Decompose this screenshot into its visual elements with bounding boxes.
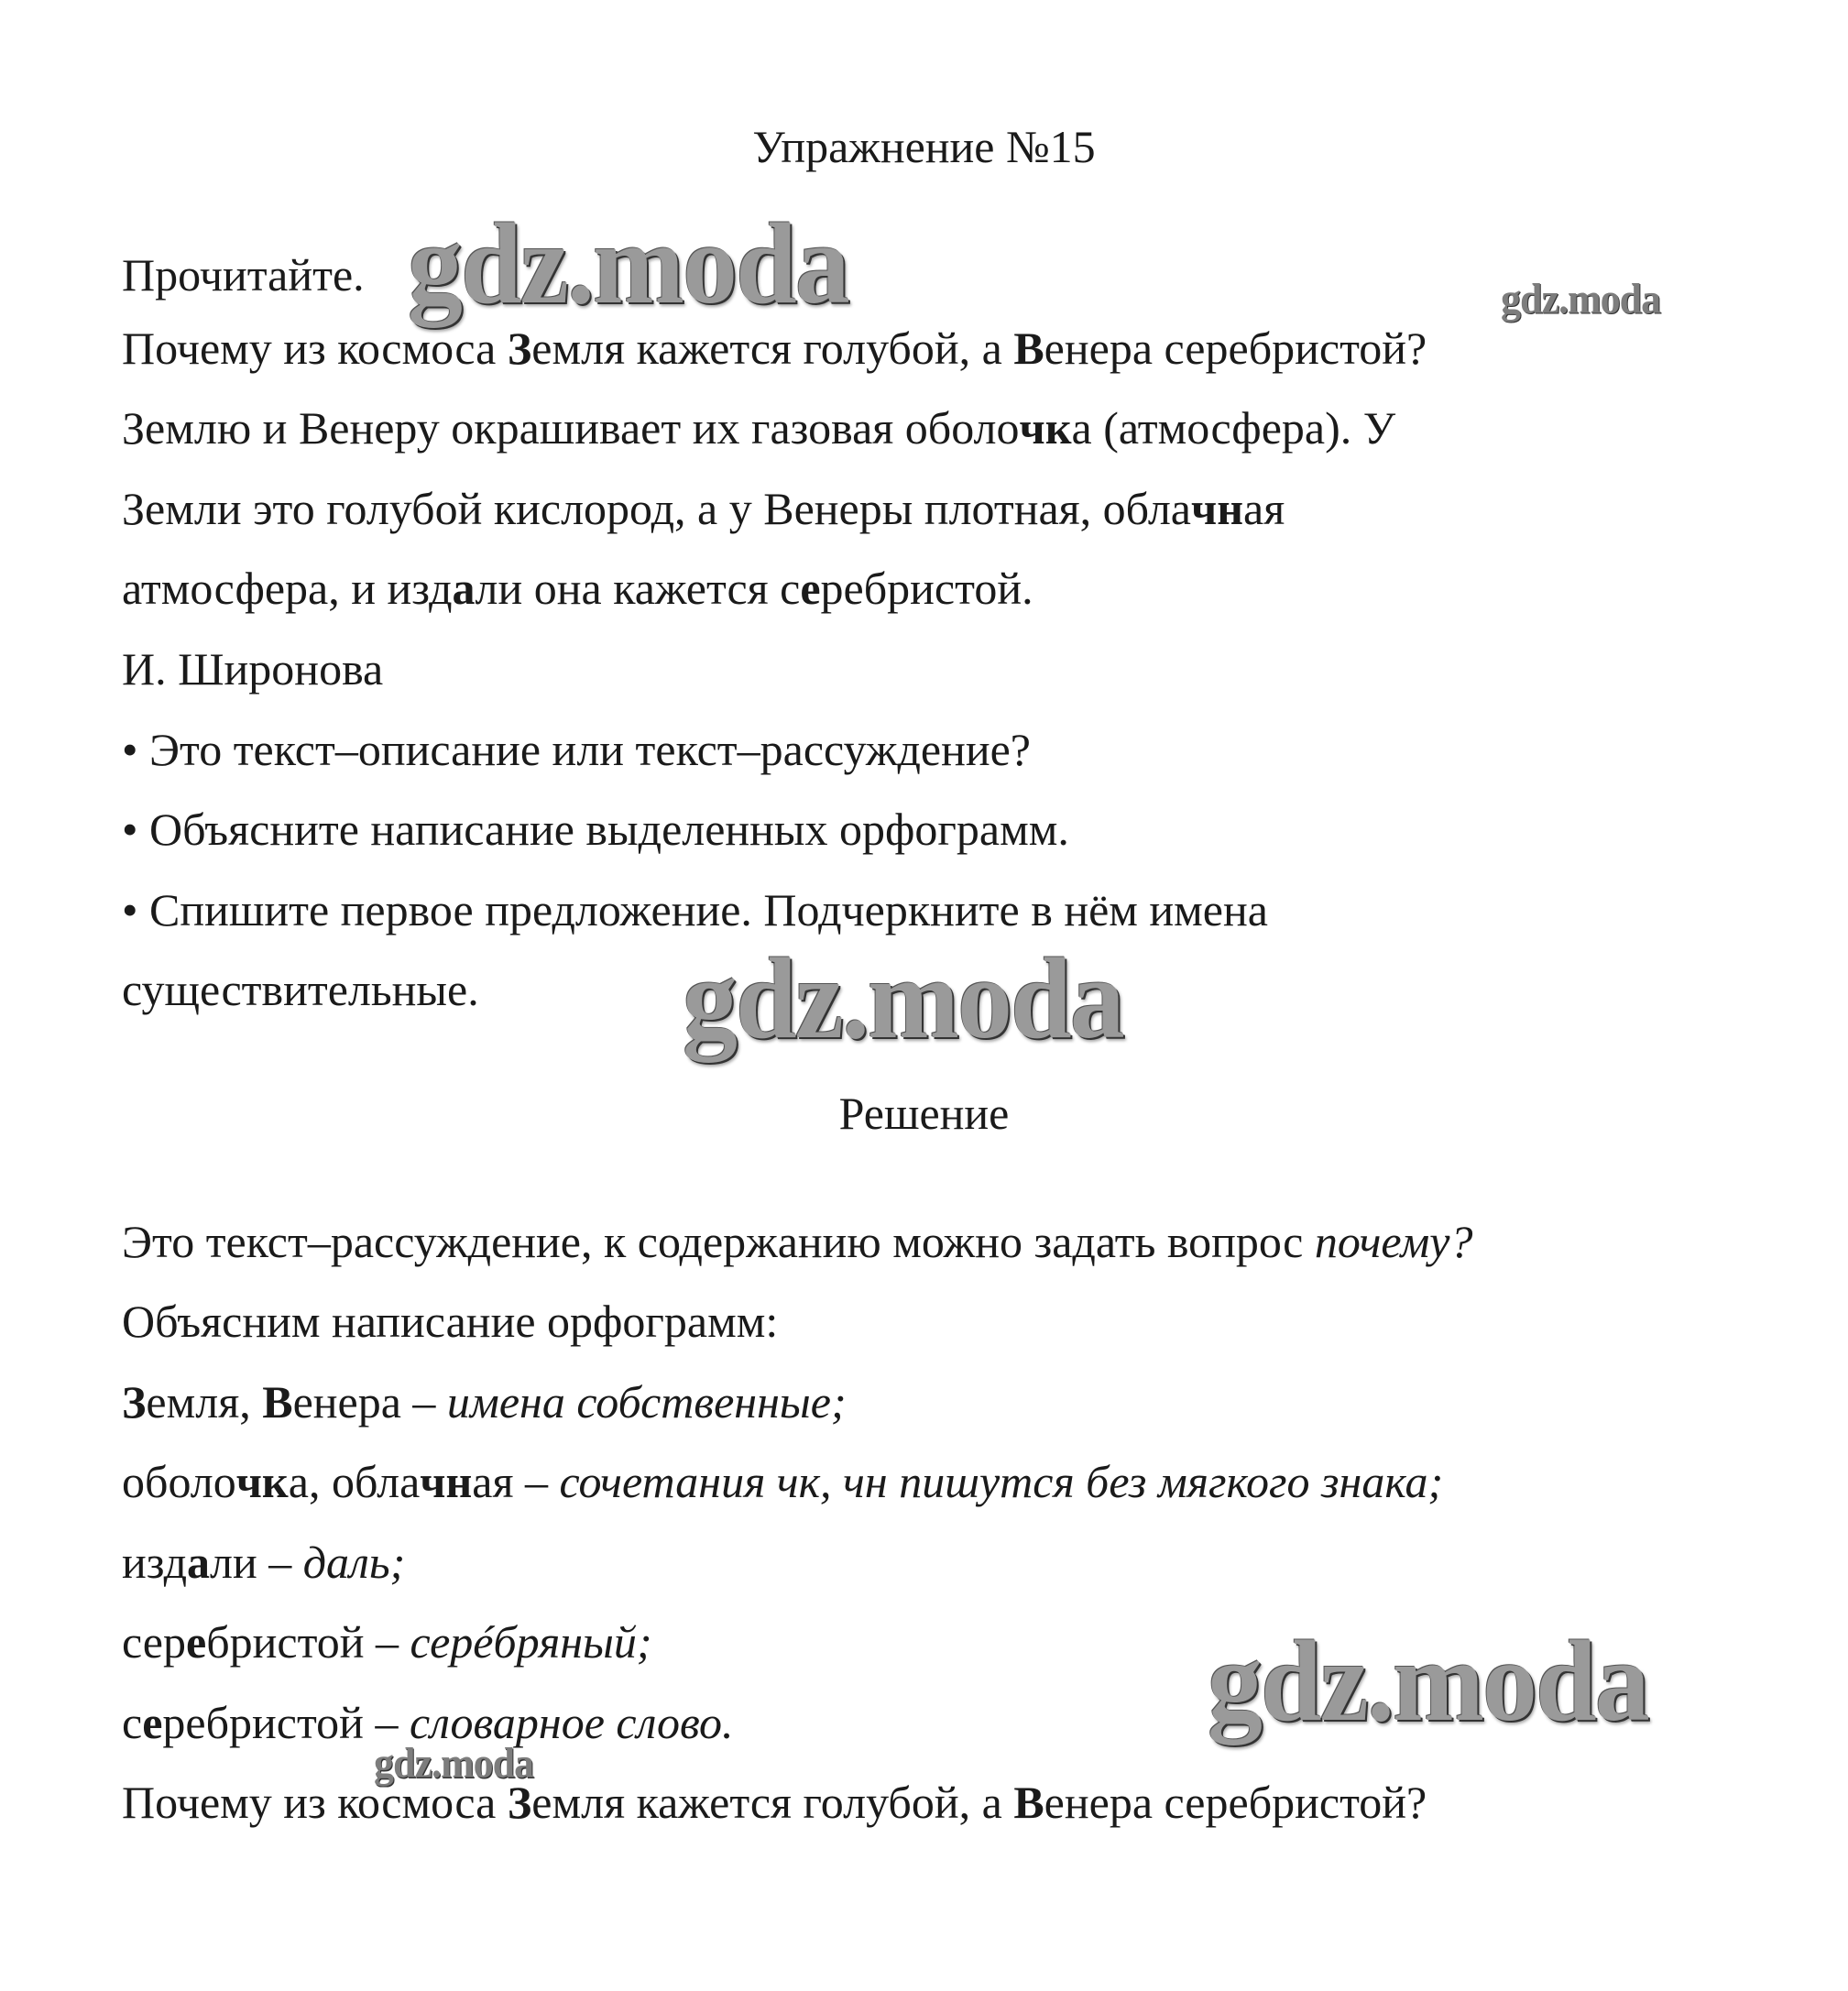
task-bullet-continued: существительные. <box>122 964 479 1015</box>
highlighted-letter: а <box>452 563 476 614</box>
task-question: Почему из космоса Земля кажется голубой, а Венера серебристой? <box>122 323 1427 374</box>
solution-line: издали – даль; <box>122 1537 406 1588</box>
solution-line: оболочка, облачная – сочетания чк, чн пишутся без мягкого знака; <box>122 1456 1444 1507</box>
highlighted-letters: чн <box>1191 483 1244 534</box>
watermark-logo: gdz.moda <box>1501 275 1661 323</box>
solution-line: серебристой – словарное слово. <box>122 1697 734 1748</box>
exercise-heading: Упражнение №15 <box>752 121 1096 172</box>
solution-line: Почему из космоса Земля кажется голубой, а Венера серебристой? <box>122 1777 1427 1828</box>
task-paragraph-line: Земли это голубой кислород, а у Венеры плотная, облачная <box>122 483 1285 534</box>
highlighted-letter: е <box>800 563 821 614</box>
task-bullet: • Спишите первое предложение. Подчеркните в нём имена <box>122 884 1268 935</box>
task-intro: Прочитайте. <box>122 249 365 301</box>
solution-line: Это текст–рассуждение, к содержанию можно задать вопрос почему? <box>122 1216 1473 1267</box>
watermark-logo: gdz.moda <box>1208 1616 1648 1745</box>
watermark-logo: gdz.moda <box>374 1739 534 1788</box>
highlighted-letter: З <box>507 323 532 374</box>
highlighted-letters: чк <box>1019 402 1072 454</box>
task-bullet: • Объясните написание выделенных орфограмм. <box>122 804 1069 855</box>
task-paragraph-line: Землю и Венеру окрашивает их газовая оболочка (атмосфера). У <box>122 402 1396 454</box>
task-bullet: • Это текст–описание или текст–рассуждение? <box>122 724 1031 775</box>
watermark-logo: gdz.moda <box>408 199 848 328</box>
text-author: И. Широнова <box>122 643 384 695</box>
solution-heading: Решение <box>838 1088 1010 1139</box>
solution-line: серебристой – серéбряный; <box>122 1616 652 1668</box>
task-paragraph-line: атмосфера, и издали она кажется серебристой. <box>122 563 1033 614</box>
watermark-logo: gdz.moda <box>683 934 1123 1063</box>
highlighted-letter: В <box>1013 323 1044 374</box>
solution-line: Земля, Венера – имена собственные; <box>122 1376 847 1428</box>
solution-line: Объясним написание орфограмм: <box>122 1296 779 1347</box>
